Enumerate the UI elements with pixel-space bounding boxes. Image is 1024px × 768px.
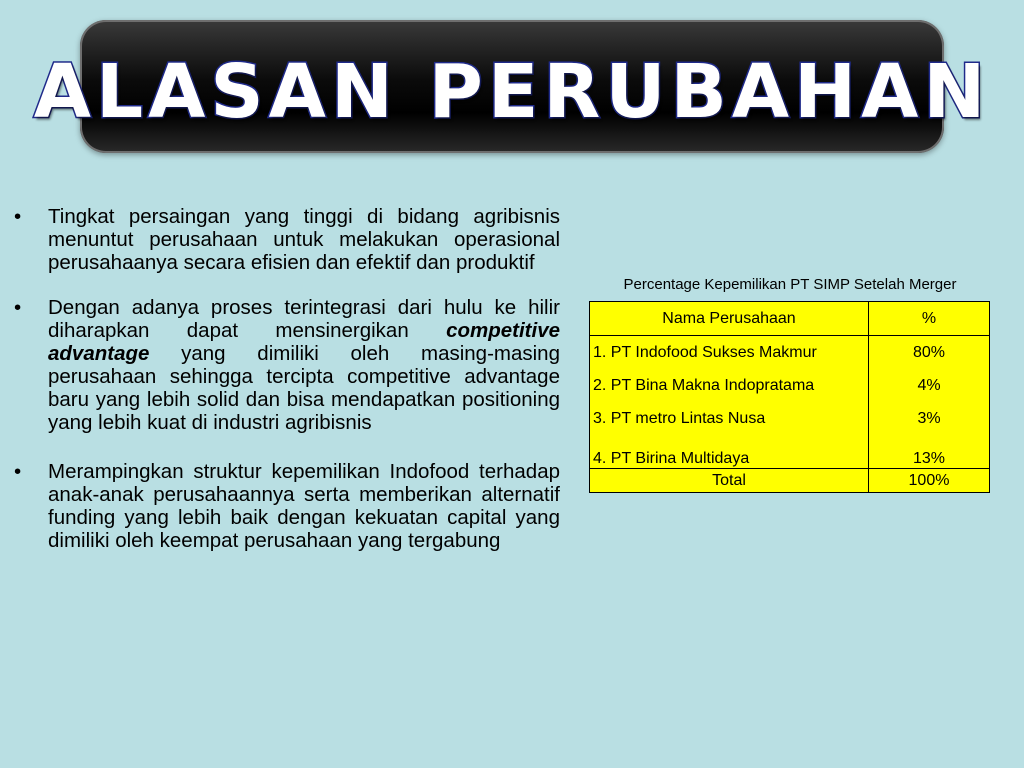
bullet-text-after: yang dimiliki oleh masing-masing perusahaan sehingga tercipta competitive advantage baru yang lebih solid dan bisa mendapatkan positioning yang lebih kuat di industri agribisnis [48,342,560,434]
table-header-row [590,302,990,336]
table-total-row [590,469,990,493]
bullet-icon: • [14,460,22,483]
table-row [590,402,990,435]
header-company-name: Nama Perusahaan [590,302,869,336]
bullet-emphasis: competitive advantage [48,319,560,365]
bullet-item-3 [12,460,560,552]
company-percent: 13% [869,435,990,469]
company-name: 3. PT metro Lintas Nusa [590,402,869,435]
company-name: 2. PT Bina Makna Indopratama [590,369,869,402]
table-caption: Percentage Kepemilikan PT SIMP Setelah Merger [623,276,957,293]
bullet-item-2 [12,296,560,434]
company-percent: 3% [869,402,990,435]
company-percent: 4% [869,369,990,402]
slide-title: ALASAN PERUBAHAN [33,49,991,135]
bullet-icon: • [14,296,22,319]
table-row [590,369,990,402]
bullet-list [12,205,560,574]
bullet-text: Tingkat persaingan yang tinggi di bidang agribisnis menuntut perusahaan untuk melakukan operasional perusahaanya secara efisien dan efektif dan produktif [48,205,560,274]
table-row [590,336,990,370]
company-name: 4. PT Birina Multidaya [590,435,869,469]
bullet-icon: • [14,205,22,228]
company-name: 1. PT Indofood Sukses Makmur [590,336,869,370]
bullet-item-1 [12,205,560,274]
bullet-text-before: Dengan adanya proses terintegrasi dari hulu ke hilir diharapkan dapat mensinergikan [48,296,560,342]
total-percent: 100% [869,469,990,493]
header-percent: % [869,302,990,336]
ownership-table [589,301,990,493]
company-percent: 80% [869,336,990,370]
table-row [590,435,990,469]
total-label: Total [590,469,869,493]
bullet-text: Merampingkan struktur kepemilikan Indofood terhadap anak-anak perusahaannya serta memberikan alternatif funding yang lebih baik dengan kekuatan capital yang dimiliki oleh keempat perusahaan yang tergabung [48,460,560,552]
